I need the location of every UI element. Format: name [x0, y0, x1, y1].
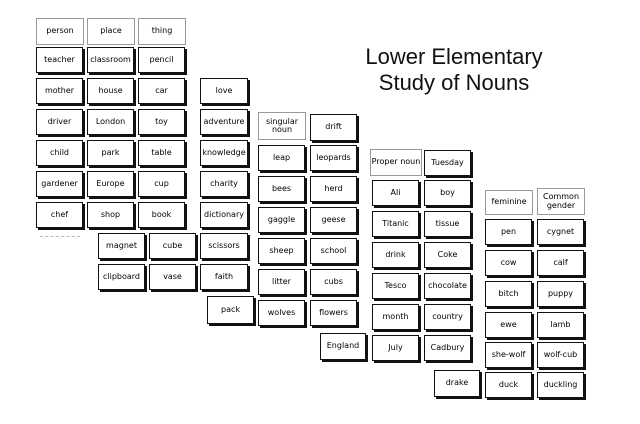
- noun-card[interactable]: month: [372, 304, 419, 330]
- noun-card[interactable]: shop: [87, 202, 134, 228]
- noun-card[interactable]: scissors: [200, 233, 248, 259]
- noun-card[interactable]: boy: [424, 180, 471, 206]
- noun-card[interactable]: cow: [485, 250, 532, 276]
- header-card[interactable]: feminine: [485, 190, 533, 215]
- noun-card[interactable]: bees: [258, 176, 305, 202]
- header-card[interactable]: person: [36, 18, 84, 45]
- title-line-1: Lower Elementary: [365, 44, 543, 69]
- noun-card[interactable]: park: [87, 140, 134, 166]
- noun-card[interactable]: cubs: [310, 269, 357, 295]
- noun-card[interactable]: flowers: [310, 300, 357, 326]
- noun-card[interactable]: she-wolf: [485, 342, 532, 368]
- noun-card[interactable]: teacher: [36, 47, 83, 73]
- page-title: [336, 44, 572, 96]
- header-card[interactable]: singular noun: [258, 112, 306, 140]
- noun-card[interactable]: Ali: [372, 180, 419, 206]
- header-card[interactable]: Proper noun: [370, 149, 422, 176]
- noun-card[interactable]: litter: [258, 269, 305, 295]
- noun-card[interactable]: classroom: [87, 47, 134, 73]
- noun-card[interactable]: July: [372, 335, 419, 361]
- noun-card[interactable]: house: [87, 78, 134, 104]
- header-card[interactable]: thing: [138, 18, 186, 45]
- title-line-2: Study of Nouns: [378, 70, 530, 95]
- noun-card[interactable]: bitch: [485, 281, 532, 307]
- noun-card[interactable]: cup: [138, 171, 185, 197]
- noun-card[interactable]: wolves: [258, 300, 305, 326]
- noun-card[interactable]: London: [87, 109, 134, 135]
- noun-card[interactable]: Tesco: [372, 273, 419, 299]
- noun-card[interactable]: leap: [258, 145, 305, 171]
- noun-card[interactable]: sheep: [258, 238, 305, 264]
- noun-card[interactable]: England: [320, 333, 366, 360]
- noun-card[interactable]: clipboard: [98, 264, 145, 290]
- noun-card[interactable]: chef: [36, 202, 83, 228]
- noun-card[interactable]: pen: [485, 219, 532, 245]
- noun-card[interactable]: tissue: [424, 211, 471, 237]
- noun-card[interactable]: gardener: [36, 171, 83, 197]
- noun-card[interactable]: Titanic: [372, 211, 419, 237]
- noun-card[interactable]: lamb: [537, 312, 584, 338]
- noun-card[interactable]: drink: [372, 242, 419, 268]
- noun-card[interactable]: Coke: [424, 242, 471, 268]
- header-card[interactable]: place: [87, 18, 135, 45]
- noun-card[interactable]: adventure: [200, 109, 248, 135]
- noun-card[interactable]: drake: [434, 370, 480, 397]
- noun-card[interactable]: duck: [485, 372, 532, 398]
- noun-card[interactable]: knowledge: [200, 140, 248, 166]
- noun-card[interactable]: herd: [310, 176, 357, 202]
- noun-card[interactable]: cube: [149, 233, 196, 259]
- noun-card[interactable]: love: [200, 78, 248, 104]
- noun-card[interactable]: charity: [200, 171, 248, 197]
- cut-line: [40, 236, 80, 237]
- noun-card[interactable]: toy: [138, 109, 185, 135]
- noun-card[interactable]: Cadbury: [424, 335, 471, 361]
- noun-card[interactable]: leopards: [310, 145, 357, 171]
- noun-card[interactable]: calf: [537, 250, 584, 276]
- noun-card[interactable]: drift: [310, 114, 357, 141]
- noun-card[interactable]: ewe: [485, 312, 532, 338]
- header-card[interactable]: Common gender: [537, 188, 585, 215]
- noun-card[interactable]: gaggle: [258, 207, 305, 233]
- noun-card[interactable]: duckling: [537, 372, 584, 398]
- noun-card[interactable]: geese: [310, 207, 357, 233]
- noun-card[interactable]: mother: [36, 78, 83, 104]
- noun-card[interactable]: pencil: [138, 47, 185, 73]
- noun-card[interactable]: Tuesday: [424, 150, 471, 176]
- noun-card[interactable]: Europe: [87, 171, 134, 197]
- noun-card[interactable]: chocolate: [424, 273, 471, 299]
- noun-card[interactable]: pack: [207, 296, 254, 324]
- noun-card[interactable]: country: [424, 304, 471, 330]
- noun-card[interactable]: school: [310, 238, 357, 264]
- noun-card[interactable]: magnet: [98, 233, 145, 259]
- noun-card[interactable]: puppy: [537, 281, 584, 307]
- noun-card[interactable]: book: [138, 202, 185, 228]
- noun-card[interactable]: cygnet: [537, 219, 584, 245]
- noun-card[interactable]: table: [138, 140, 185, 166]
- noun-card[interactable]: child: [36, 140, 83, 166]
- noun-card[interactable]: car: [138, 78, 185, 104]
- noun-card[interactable]: wolf-cub: [537, 342, 584, 368]
- noun-card[interactable]: driver: [36, 109, 83, 135]
- noun-card[interactable]: faith: [200, 264, 248, 290]
- noun-card[interactable]: vase: [149, 264, 196, 290]
- noun-card[interactable]: dictionary: [200, 202, 248, 228]
